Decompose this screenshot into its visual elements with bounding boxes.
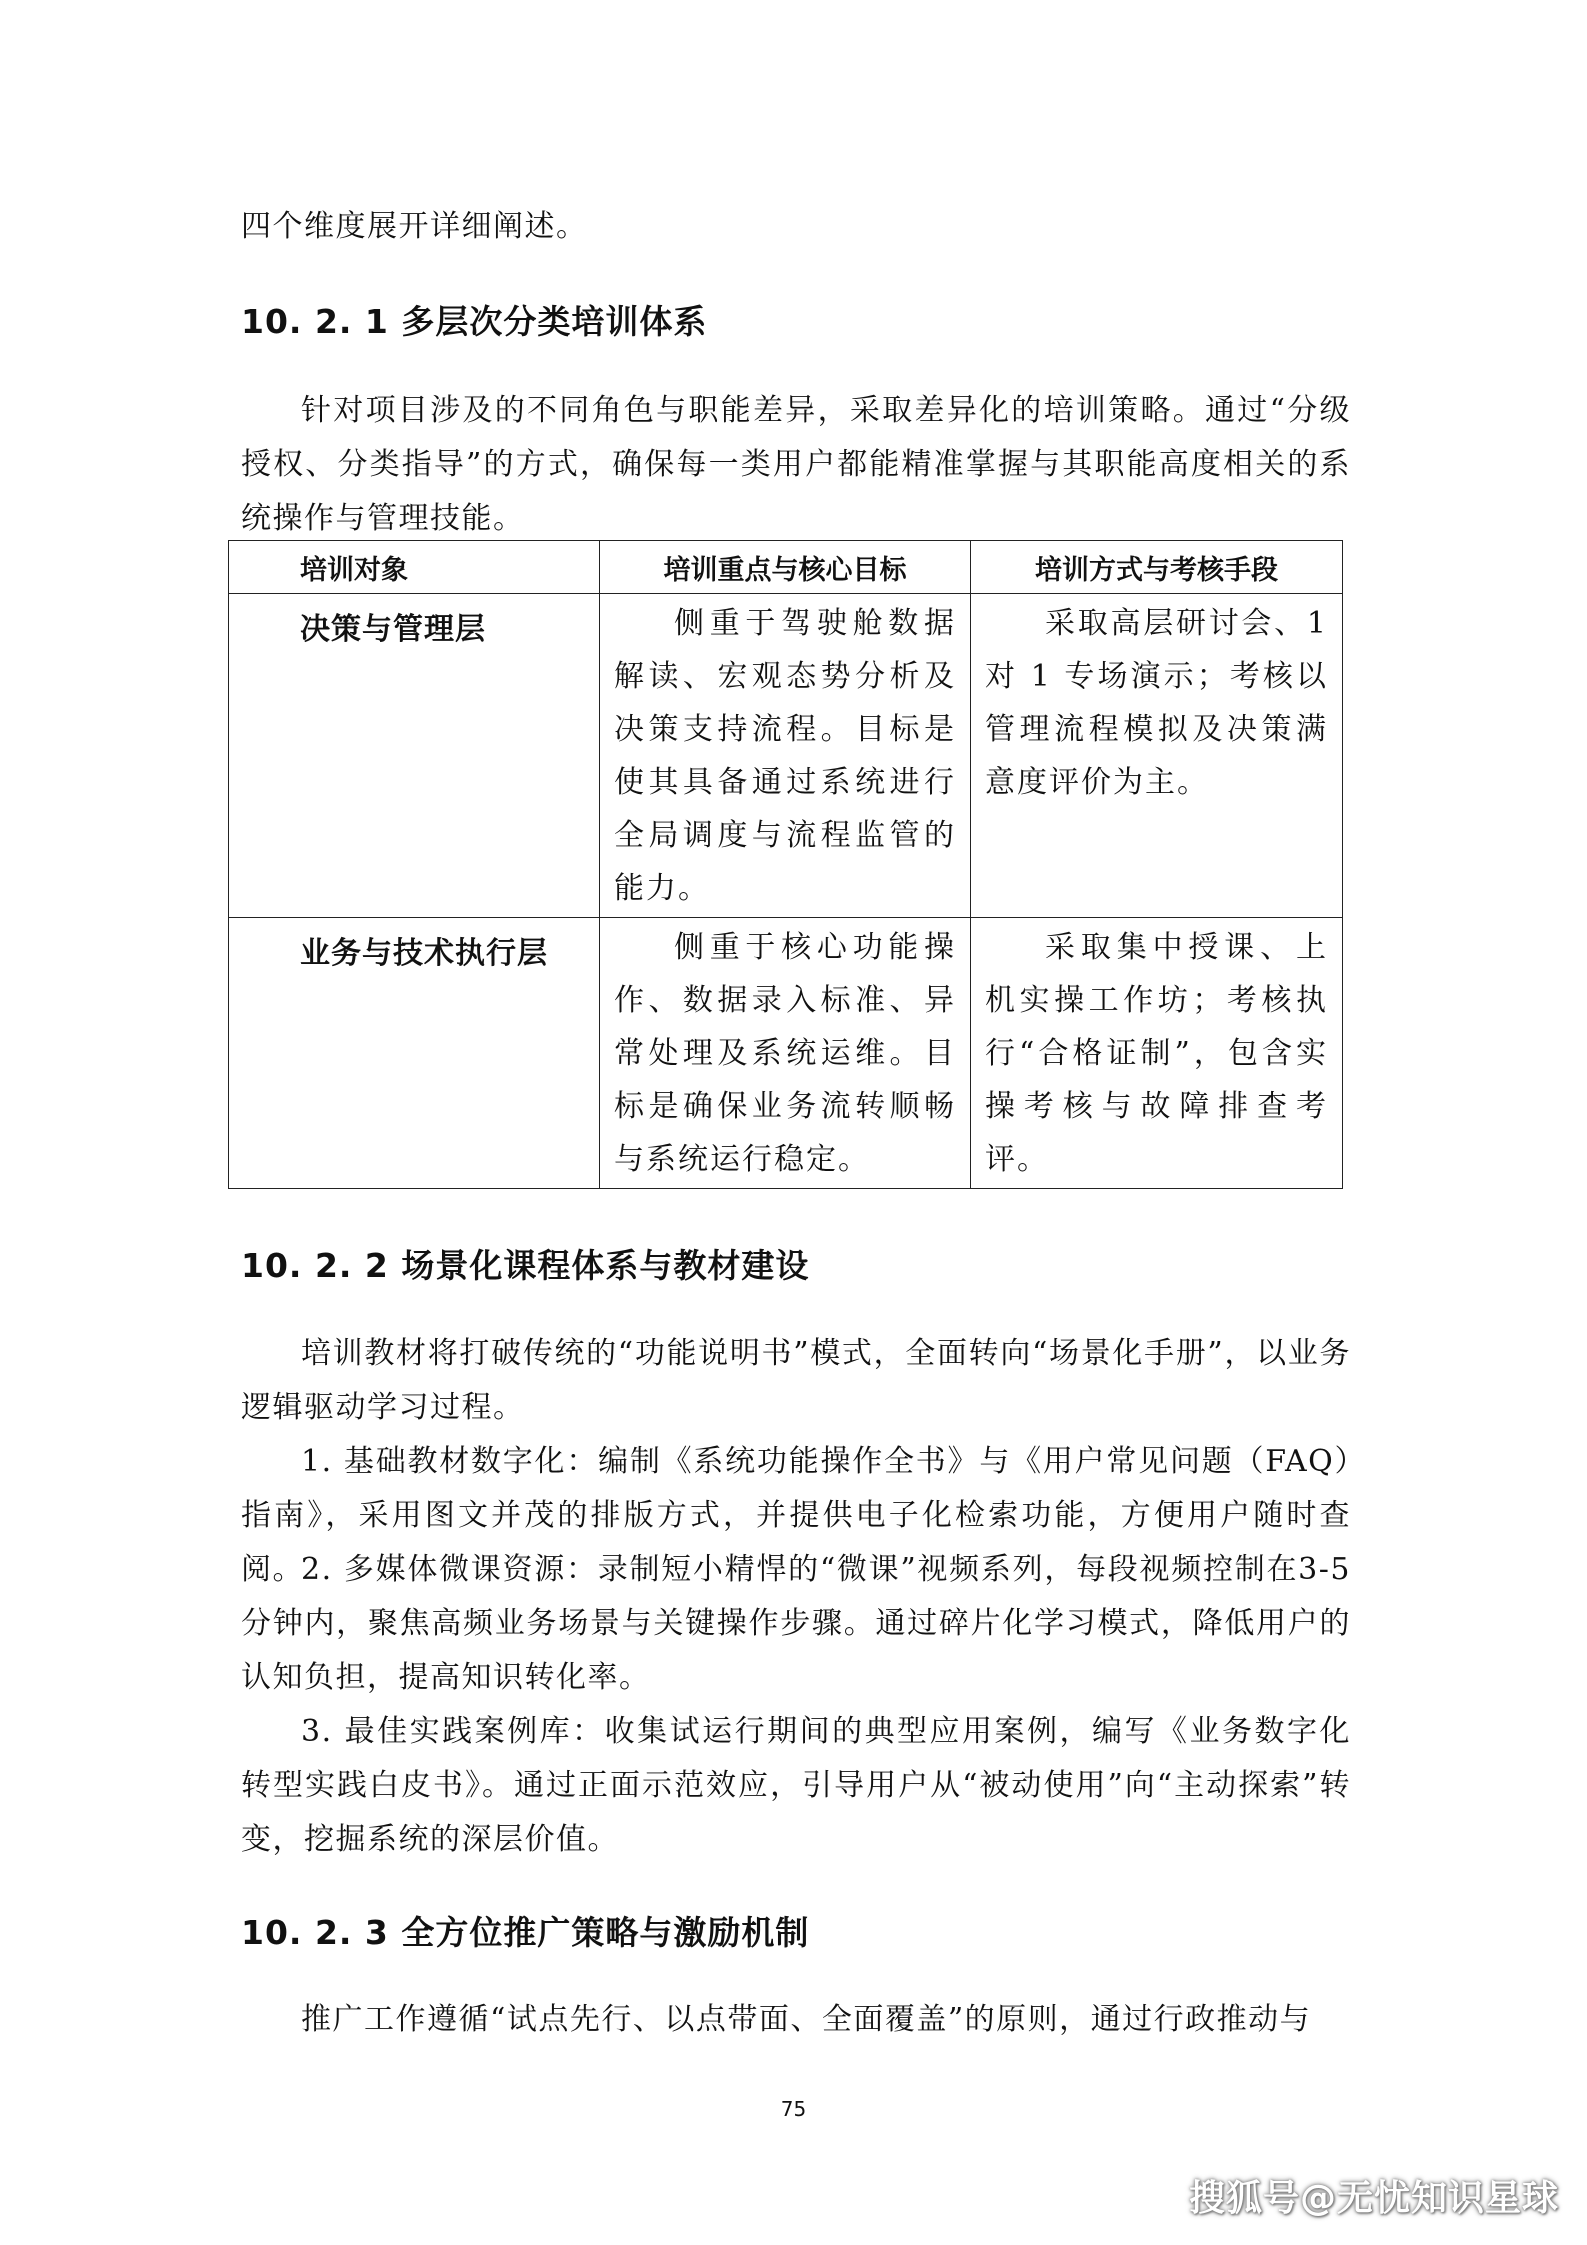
section-2-paragraph: 培训教材将打破传统的“功能说明书”模式，全面转向“场景化手册”，以业务逻辑驱动学习过程。	[241, 1336, 1351, 1425]
table-header-focus: 培训重点与核心目标	[600, 541, 971, 594]
row-method-cell: 采取高层研讨会、1对 1 专场演示；考核以管理流程模拟及决策满意度评价为主。	[971, 594, 1343, 918]
row-target-label: 决策与管理层	[229, 594, 600, 918]
row-focus-cell: 侧重于核心功能操作、数据录入标准、异常处理及系统运维。目标是确保业务流转顺畅与系统运行稳定。	[600, 918, 971, 1189]
table-row	[229, 594, 1343, 918]
section-3-paragraph: 推广工作遵循“试点先行、以点带面、全面覆盖”的原则，通过行政推动与	[301, 2002, 1312, 2037]
section-1-paragraph: 针对项目涉及的不同角色与职能差异，采取差异化的培训策略。通过“分级授权、分类指导”的方式，确保每一类用户都能精准掌握与其职能高度相关的系统操作与管理技能。	[241, 393, 1351, 536]
table-header-method: 培训方式与考核手段	[971, 541, 1343, 594]
section-heading-10-2-1: 10. 2. 1 多层次分类培训体系	[241, 302, 708, 341]
page-number: 75	[780, 2097, 807, 2121]
training-table	[228, 540, 1343, 1189]
row-focus-cell: 侧重于驾驶舱数据解读、宏观态势分析及决策支持流程。目标是使其具备通过系统进行全局调度与流程监管的能力。	[600, 594, 971, 918]
table-row	[229, 918, 1343, 1189]
watermark-text: 搜狐号@无忧知识星球	[1188, 2178, 1559, 2219]
list-item-2: 2. 多媒体微课资源：录制短小精悍的“微课”视频系列，每段视频控制在3-5 分钟内，聚焦高频业务场景与关键操作步骤。通过碎片化学习模式，降低用户的认知负担，提高知识转化率。	[241, 1552, 1351, 1695]
list-item-1: 1. 基础教材数字化：编制《系统功能操作全书》与《用户常见问题（FAQ）指南》，采用图文并茂的排版方式，并提供电子化检索功能，方便用户随时查阅。	[241, 1444, 1351, 1587]
row-target-label: 业务与技术执行层	[229, 918, 600, 1189]
section-heading-10-2-3: 10. 2. 3 全方位推广策略与激励机制	[241, 1913, 810, 1952]
table-header-target: 培训对象	[229, 541, 600, 594]
list-item-3: 3. 最佳实践案例库：收集试运行期间的典型应用案例，编写《业务数字化转型实践白皮书》。通过正面示范效应，引导用户从“被动使用”向“主动探索”转变，挖掘系统的深层价值。	[241, 1714, 1351, 1857]
intro-tail-text: 四个维度展开详细阐述。	[241, 209, 588, 244]
section-heading-10-2-2: 10. 2. 2 场景化课程体系与教材建设	[241, 1246, 810, 1285]
table-header-row	[229, 541, 1343, 594]
row-method-cell: 采取集中授课、上机实操工作坊；考核执行“合格证制”，包含实操考核与故障排查考评。	[971, 918, 1343, 1189]
